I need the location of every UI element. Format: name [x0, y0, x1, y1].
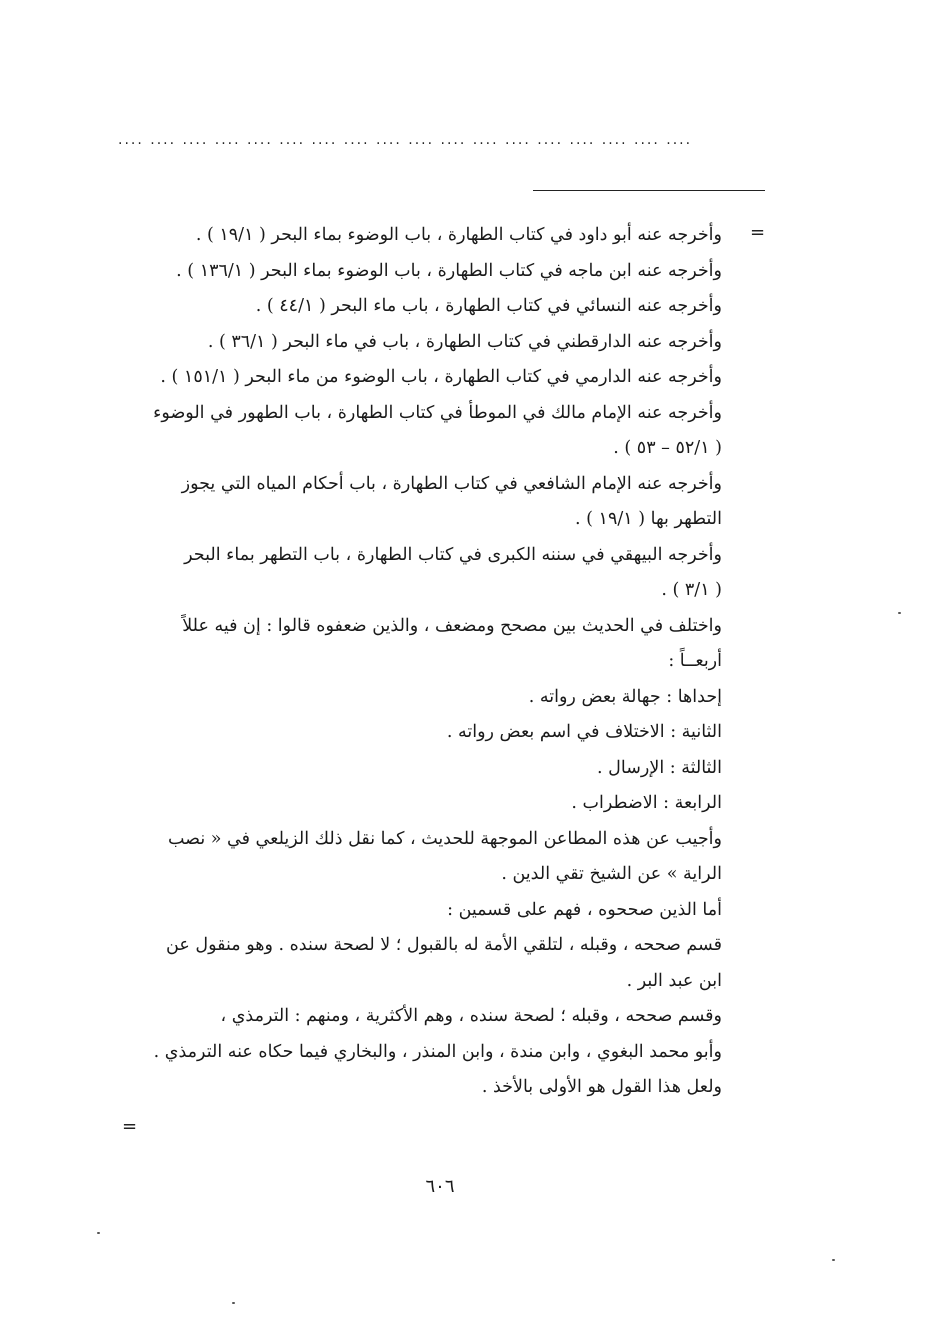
footnote-separator-rule — [533, 190, 765, 191]
text-line: ( ٣/١ ) . — [661, 580, 722, 600]
text-line: الثانية : الاختلاف في اسم بعض رواته . — [446, 722, 722, 742]
scan-speck — [898, 612, 901, 614]
scan-speck — [832, 1259, 835, 1261]
text-line: وأخرجه عنه ابن ماجه في كتاب الطهارة ، باب الوضوء بماء البحر ( ١٣٦/١ ) . — [176, 260, 722, 281]
text-line: إحداها : جهالة بعض رواته . — [528, 686, 722, 707]
text-line: التطهر بها ( ١٩/١ ) . — [575, 509, 722, 529]
text-line: وأخرجه عنه الإمام مالك في الموطأ في كتاب الطهارة ، باب الطهور في الوضوء — [153, 402, 722, 423]
text-line: وأخرجه عنه الإمام الشافعي في كتاب الطهارة ، باب أحكام المياه التي يجوز — [181, 473, 722, 494]
text-line: وأخرجه عنه الدارقطني في كتاب الطهارة ، باب في ماء البحر ( ٣٦/١ ) . — [207, 331, 722, 352]
text-line: الرابعة : الاضطراب . — [571, 793, 722, 813]
text-line: الثالثة : الإرسال . — [597, 757, 722, 778]
text-line: وأبو محمد البغوي ، وابن مندة ، وابن المنذر ، والبخاري فيما حكاه عنه الترمذي . — [153, 1041, 722, 1062]
scan-speck — [232, 1302, 235, 1304]
text-line: أما الذين صححوه ، فهم على قسمين : — [447, 899, 722, 920]
text-line: وأجيب عن هذه المطاعن الموجهة للحديث ، كما نقل ذلك الزيلعي في « نصب — [167, 828, 722, 849]
footnote-text — [118, 218, 722, 1106]
continuation-mark-bottom: = — [122, 1116, 138, 1137]
text-line: ( ٥٢/١ – ٥٣ ) . — [613, 438, 722, 458]
text-line: وأخرجه عنه أبو داود في كتاب الطهارة ، باب الوضوء بماء البحر ( ١٩/١ ) . — [195, 225, 722, 245]
ellipsis-row: .... .... .... .... .... .... .... .... .... .... .... .... .... .... .... .... .... .... — [118, 132, 693, 148]
continuation-mark-top: = — [750, 222, 766, 243]
text-line: وأخرجه البيهقي في سننه الكبرى في كتاب الطهارة ، باب التطهر بماء البحر — [184, 544, 722, 565]
text-line: وأخرجه عنه الدارمي في كتاب الطهارة ، باب الوضوء من ماء البحر ( ١٥١/١ ) . — [160, 367, 722, 387]
text-line: أربعــاً : — [668, 651, 722, 671]
text-line: وأخرجه عنه النسائي في كتاب الطهارة ، باب ماء البحر ( ٤٤/١ ) . — [255, 296, 722, 316]
text-line: واختلف في الحديث بين مصحح ومضعف ، والذين ضعفوه قالوا : إن فيه عللاً — [182, 615, 722, 636]
text-line: وقسم صححه ، وقبله ؛ لصحة سنده ، وهم الأكثرية ، ومنهم : الترمذي ، — [220, 1006, 722, 1026]
text-line: قسم صححه ، وقبله ، لتلقي الأمة له بالقبول ؛ لا لصحة سنده . وهو منقول عن — [166, 935, 722, 955]
scan-speck — [97, 1232, 100, 1234]
text-line: ولعل هذا القول هو الأولى بالأخذ . — [481, 1077, 722, 1097]
text-line: ابن عبد البر . — [626, 970, 722, 991]
text-line: الراية » عن الشيخ تقي الدين . — [501, 864, 722, 884]
page-number: ٦٠٦ — [425, 1176, 455, 1197]
